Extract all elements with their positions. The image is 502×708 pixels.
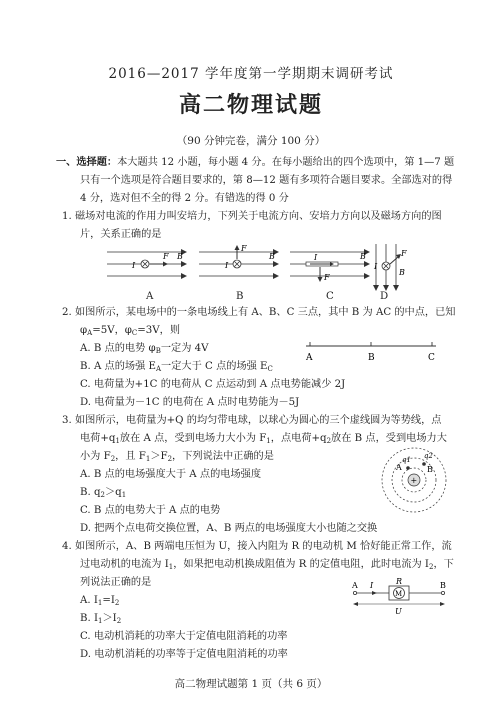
current-label-q4: I bbox=[370, 581, 374, 590]
point-b-label: B bbox=[368, 353, 375, 363]
q2-option-b: B. A 点的场强 $E_A$一定大于 C 点的场强 $E_C$ bbox=[80, 361, 273, 373]
q4-circuit-figure bbox=[350, 578, 450, 620]
field-symbol-b: B bbox=[269, 252, 275, 261]
q4-option-d: D. 电动机消耗的功率等于定值电阻消耗的功率 bbox=[80, 649, 288, 660]
q1-label-a: A bbox=[146, 291, 154, 302]
section-intro-text: 本大题共 12 小题，每小题 4 分。在每小题给出的四个选项中，第 1—7 题 bbox=[117, 157, 455, 168]
q2-field-line-figure bbox=[302, 336, 442, 370]
q3-option-d: D. 把两个点电荷交换位置，A、B 两点的电场强度大小也随之交换 bbox=[80, 523, 378, 534]
terminal-b-label: B bbox=[440, 581, 446, 590]
exam-year-line: 2016—2017 学年度第一学期期末调研考试 bbox=[108, 66, 394, 82]
point-b-label-q3: B bbox=[427, 465, 433, 474]
q4-stem-line-1: 4. 如图所示，A、B 两端电压恒为 U，接入内阻为 R 的电动机 M 恰好能正常工作，流 bbox=[62, 541, 452, 552]
q3-option-c: C. B 点的电势大于 A 点的电势 bbox=[80, 505, 221, 516]
force-symbol-a: F bbox=[163, 252, 169, 261]
q4-stem-line-2: 过电动机的电流为 $I_1$，如果把电动机换成阻值为 R 的定值电阻，此时电流为 $I_2$，下 bbox=[80, 559, 454, 571]
q2-charge-label: q2 bbox=[424, 452, 433, 460]
motor-label: M bbox=[395, 590, 403, 598]
q1-figure-d bbox=[368, 242, 418, 298]
current-symbol-a: I bbox=[132, 261, 136, 270]
point-a-label: A bbox=[306, 353, 313, 363]
q3-stem-line-2: 电荷$+q_1$放在 A 点，受到电场力大小为 $F_1$，点电荷$+q_2$放在 B 点，受到电场力大 bbox=[80, 433, 447, 445]
q1-label-b: B bbox=[236, 291, 244, 302]
section-intro-line-2: 只有一个选项是符合题目要求的，第 8—12 题有多项符合题目要求。全部选对的得 bbox=[80, 175, 453, 186]
section-intro-line-1 bbox=[56, 156, 454, 169]
q3-stem-line-1: 3. 如图所示，电荷量为+Q 的均匀带电球，以球心为圆心的三个虚线圆为等势线，点 bbox=[62, 415, 442, 426]
source-charge-sign: + bbox=[410, 476, 418, 485]
voltage-label: U bbox=[395, 607, 402, 616]
q2-option-a: A. B 点的电势 $\varphi_B$一定为 4V bbox=[80, 343, 209, 355]
force-symbol-d: F bbox=[401, 249, 407, 258]
q2-option-d: D. 电荷量为－1C 的电荷在 A 点时电势能为－5J bbox=[80, 397, 300, 408]
field-symbol-d: B bbox=[399, 268, 405, 277]
field-symbol-a: B bbox=[177, 252, 183, 261]
point-c-label: C bbox=[428, 353, 435, 363]
exam-note: （90 分钟完卷，满分 100 分） bbox=[176, 135, 326, 147]
terminal-a-label: A bbox=[352, 581, 358, 590]
section-label: 一、选择题： bbox=[56, 156, 118, 168]
q4-option-a: A. $I_1=I_2$ bbox=[80, 595, 120, 607]
q2-option-c: C. 电荷量为+1C 的电荷从 C 点运动到 A 点电势能减少 2J bbox=[80, 379, 346, 390]
q3-option-a: A. B 点的电场强度大于 A 点的电场强度 bbox=[80, 469, 262, 480]
q1-stem-line-2: 片，关系正确的是 bbox=[80, 229, 162, 240]
q3-option-b: B. $q_2>q_1$ bbox=[80, 487, 127, 499]
q2-stem-line-2: $\varphi_A=5V$，$\varphi_C=3V$，则 bbox=[80, 325, 181, 337]
q4-option-b: B. $I_1>I_2$ bbox=[80, 613, 122, 625]
q4-option-c: C. 电动机消耗的功率大于定值电阻消耗的功率 bbox=[80, 631, 288, 642]
current-symbol-b: I bbox=[225, 261, 229, 270]
q1-label-c: C bbox=[326, 291, 334, 302]
current-symbol-c: I bbox=[314, 253, 318, 262]
field-symbol-c: B bbox=[360, 252, 366, 261]
resistance-label: R bbox=[396, 578, 403, 586]
q2-stem-line-1: 2. 如图所示，某电场中的一条电场线上有 A、B、C 三点，其中 B 为 AC 的中点，已知 bbox=[62, 307, 456, 318]
force-symbol-c: F bbox=[324, 273, 330, 282]
q3-stem-line-3: 小为 $F_2$，且 $F_1>F_2$，下列说法中正确的是 bbox=[80, 451, 274, 463]
q1-stem-line-1: 1. 磁场对电流的作用力叫安培力，下列关于电流方向、安培力方向以及磁场方向的图 bbox=[62, 211, 442, 222]
page-footer: 高二物理试题第 1 页（共 6 页） bbox=[174, 678, 328, 690]
q3-equipotential-figure bbox=[380, 444, 452, 520]
point-a-label-q3: A bbox=[396, 463, 402, 472]
q1-charge-label: q1 bbox=[402, 456, 411, 464]
current-symbol-d: I bbox=[374, 262, 378, 271]
q1-label-d: D bbox=[380, 291, 389, 302]
section-intro-line-3: 4 分，选对但不全的得 2 分。有错选的得 0 分 bbox=[80, 193, 289, 204]
exam-title: 高二物理试题 bbox=[178, 93, 323, 118]
q4-stem-line-3: 列说法正确的是 bbox=[80, 577, 152, 588]
force-symbol-b: F bbox=[241, 244, 247, 253]
